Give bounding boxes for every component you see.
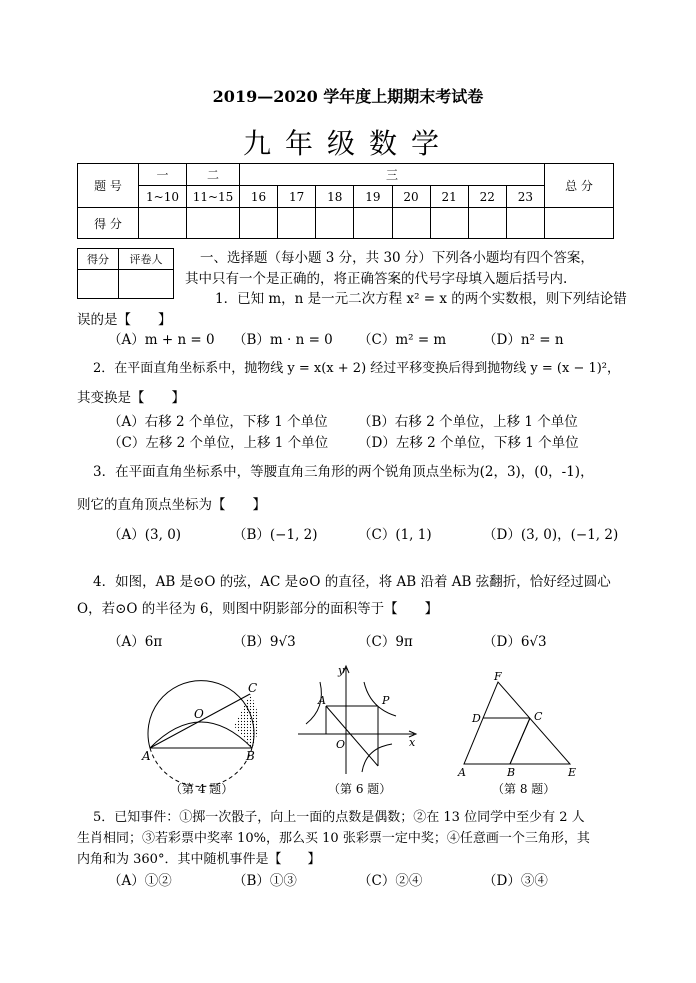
score-cell: [506, 208, 544, 239]
score-table-row: [78, 186, 614, 208]
score-cell: [545, 208, 614, 239]
score-cell: [392, 208, 430, 239]
option-a: （A）右移 2 个单位，下移 1 个单位: [108, 414, 328, 430]
question-text: O，若⊙O 的半径为 6，则图中阴影部分的面积等于【 】: [77, 601, 439, 617]
question-cell: 20: [392, 186, 430, 208]
label-d: D: [472, 712, 481, 725]
exam-subject-title: 九年级数学: [242, 127, 453, 160]
label-p: P: [382, 694, 390, 707]
label-b: B: [246, 749, 255, 763]
question-cell: 19: [354, 186, 392, 208]
range-cell: 1~10: [139, 186, 187, 208]
question-cell: 18: [316, 186, 354, 208]
option-b: （B）m · n = 0: [233, 332, 333, 348]
shaded-region: [234, 694, 258, 748]
grader-score-label: 得分: [78, 249, 119, 270]
section-3-header: 三: [240, 164, 545, 186]
section-intro-line: 其中只有一个是正确的，将正确答案的代号字母填入题后括号内.: [185, 271, 568, 287]
score-table: [77, 163, 614, 239]
grader-cell: [78, 270, 119, 299]
question-cell: 21: [430, 186, 468, 208]
section-2-header: 二: [187, 164, 240, 186]
option-d: （D）n² = n: [483, 332, 564, 348]
question-text: 其变换是【 】: [77, 390, 185, 406]
score-cell: [468, 208, 506, 239]
score-label: 得 分: [78, 208, 139, 239]
question-text: 生肖相同；③若彩票中奖率 10%，那么买 10 张彩票一定中奖；④任意画一个三角形，其: [77, 831, 590, 846]
option-b: （B）9√3: [233, 634, 296, 650]
question-text: 4．如图，AB 是⊙O 的弦，AC 是⊙O 的直径，将 AB 沿着 AB 弦翻折，恰好经过圆心: [93, 574, 611, 590]
question-text: 则它的直角顶点坐标为【 】: [77, 497, 266, 513]
question-text: 误的是【 】: [77, 312, 172, 328]
option-a: （A）(3, 0): [108, 527, 182, 543]
question-text: 2．在平面直角坐标系中，抛物线 y = x(x + 2) 经过平移变换后得到抛物线 y = (x − 1)²，: [93, 361, 621, 376]
question-cell: 17: [278, 186, 316, 208]
option-d: （D）③④: [483, 873, 548, 889]
grader-row: [78, 249, 174, 270]
question-text: 1．已知 m，n 是一元二次方程 x² = x 的两个实数根，则下列结论错: [215, 291, 627, 307]
figure-6-caption: （第 6 题）: [328, 782, 392, 796]
score-cell: [139, 208, 187, 239]
score-cell: [316, 208, 354, 239]
label-a: A: [142, 749, 151, 763]
option-b: （B）①③: [233, 873, 297, 889]
option-d: （D）左移 2 个单位，下移 1 个单位: [358, 435, 579, 451]
exam-year-title: 2019—2020 学年度上期期末考试卷: [212, 87, 484, 106]
hyperbola-branch: [364, 682, 396, 716]
score-cell: [187, 208, 240, 239]
section-1-header: 一: [139, 164, 187, 186]
section-intro-line: 一、选择题（每小题 3 分，共 30 分）下列各小题均有四个答案，: [200, 250, 594, 266]
option-c: （C）左移 2 个单位，上移 1 个单位: [108, 435, 329, 451]
grader-table: [77, 248, 174, 299]
hidden-line: [483, 718, 510, 764]
option-c: （C）(1, 1): [358, 527, 432, 543]
diagonal-line: [326, 706, 378, 766]
question-text: 5．已知事件：①掷一次骰子，向上一面的点数是偶数；②在 13 位同学中至少有 2 人: [93, 810, 585, 825]
score-cell: [354, 208, 392, 239]
label-o: O: [336, 738, 346, 751]
label-y: y: [338, 664, 345, 677]
score-cell: [278, 208, 316, 239]
grader-name-label: 评卷人: [119, 249, 174, 270]
option-c: （C）9π: [358, 634, 413, 650]
figure-4-caption: （第 4 题）: [170, 782, 234, 796]
option-b: （B）右移 2 个单位，上移 1 个单位: [358, 414, 578, 430]
figure-8-caption: （第 8 题）: [492, 782, 556, 796]
score-table-row: [78, 208, 614, 239]
segment-bc: [510, 718, 530, 764]
hyperbola-branch: [362, 744, 392, 772]
label-o: O: [194, 707, 204, 721]
diameter-ac: [150, 694, 250, 748]
figure-4: [138, 666, 268, 796]
option-a: （A）m + n = 0: [108, 332, 215, 348]
total-score-label: 总 分: [545, 164, 614, 208]
label-f: F: [494, 670, 502, 683]
score-cell: [430, 208, 468, 239]
grader-row: [78, 270, 174, 299]
question-text: 3．在平面直角坐标系中，等腰直角三角形的两个锐角顶点坐标为(2，3)，(0，-1)，: [93, 464, 594, 480]
label-a: A: [318, 694, 326, 707]
question-text: 内角和为 360°．其中随机事件是【 】: [77, 852, 321, 867]
option-c: （C）m² = m: [358, 332, 447, 348]
question-cell: 16: [240, 186, 278, 208]
label-c: C: [248, 681, 258, 695]
figure-6: [296, 662, 426, 782]
option-b: （B）(−1, 2): [233, 527, 318, 543]
figure-8: [452, 668, 582, 780]
label-b: B: [507, 766, 516, 779]
label-e: E: [568, 766, 577, 779]
grader-cell: [119, 270, 174, 299]
option-a: （A）①②: [108, 873, 172, 889]
label-c: C: [534, 710, 543, 723]
label-x: x: [409, 736, 416, 749]
option-a: （A）6π: [108, 634, 163, 650]
option-d: （D）(3, 0)，(−1, 2): [483, 527, 619, 543]
option-d: （D）6√3: [483, 634, 547, 650]
range-cell: 11~15: [187, 186, 240, 208]
score-cell: [240, 208, 278, 239]
question-cell: 22: [468, 186, 506, 208]
question-cell: 23: [506, 186, 544, 208]
label-a: A: [458, 766, 466, 779]
score-table-row: [78, 164, 614, 186]
question-number-label: 题 号: [78, 164, 139, 208]
option-c: （C）②④: [358, 873, 423, 889]
